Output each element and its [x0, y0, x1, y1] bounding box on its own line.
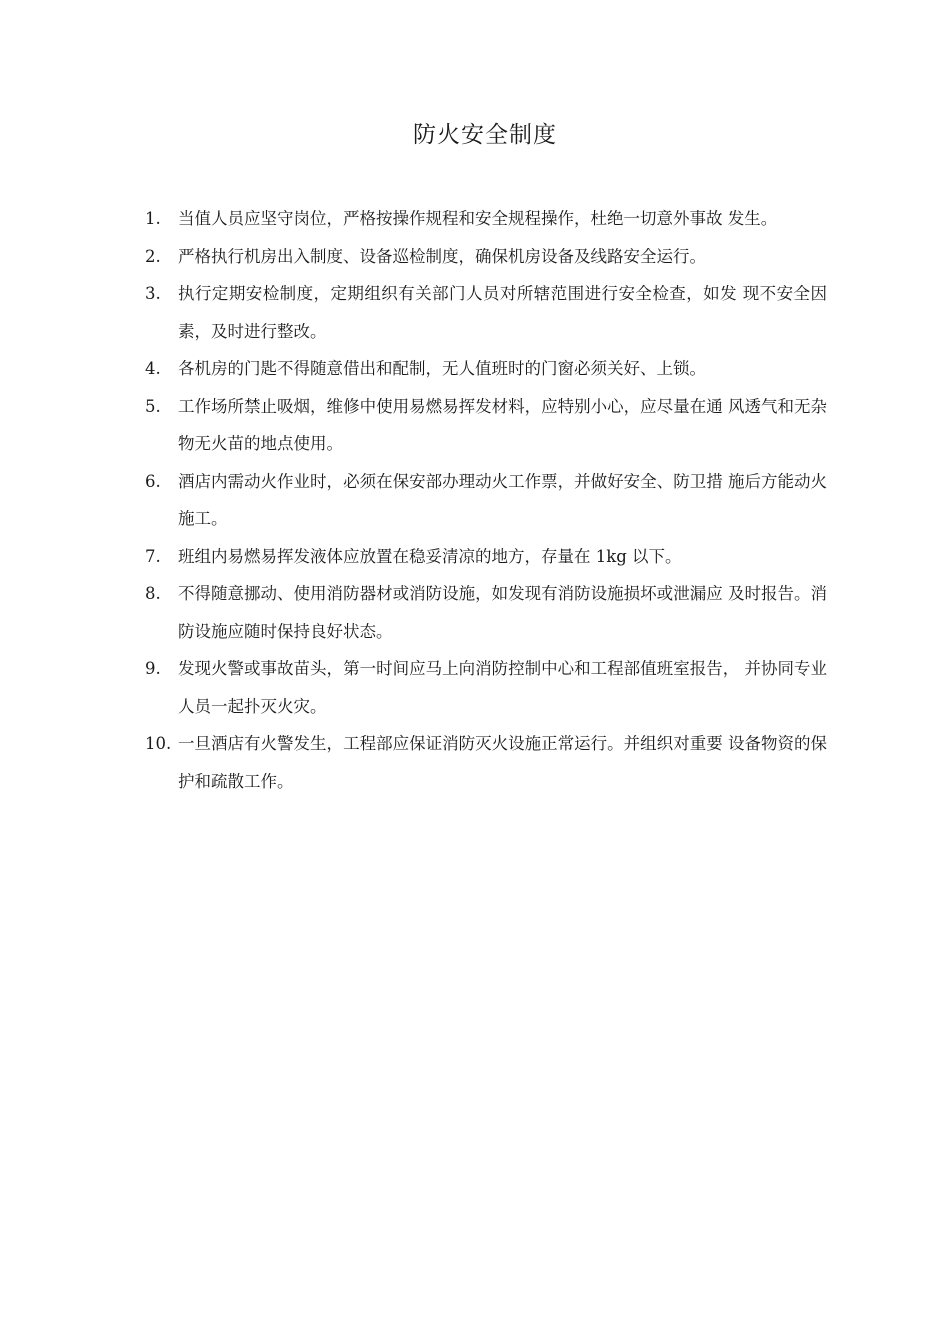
- item-number: 1.: [145, 209, 161, 228]
- item-text: 严格执行机房出入制度、设备巡检制度，确保机房设备及线路安全运行。: [178, 246, 706, 266]
- list-item: [145, 463, 827, 538]
- document-title: 防火安全制度: [413, 122, 557, 148]
- list-item: [145, 388, 827, 463]
- list-item: [145, 350, 827, 388]
- item-text: 班组内易燃易挥发液体应放置在稳妥清凉的地方，存量在 1kg 以下。: [178, 546, 682, 566]
- list-item: [145, 538, 827, 576]
- item-number: 4.: [145, 359, 161, 378]
- item-number: 5.: [145, 396, 161, 416]
- rules-list: [145, 200, 827, 800]
- item-text: 各机房的门匙不得随意借出和配制，无人值班时的门窗必须关好、上锁。: [178, 359, 706, 378]
- item-text: 当值人员应坚守岗位，严格按操作规程和安全规程操作，杜绝一切意外事故 发生。: [178, 209, 778, 228]
- item-text: 执行定期安检制度，定期组织有关部门人员对所辖范围进行安全检查，如发 现不安全因素，及时进行整改。: [178, 284, 827, 341]
- item-text: 酒店内需动火作业时，必须在保安部办理动火工作票，并做好安全、防卫措 施后方能动火施工。: [178, 471, 827, 528]
- list-item: [145, 725, 827, 800]
- list-item: [145, 275, 827, 350]
- item-text: 工作场所禁止吸烟，维修中使用易燃易挥发材料，应特别小心，应尽量在通 风透气和无杂物无火苗的地点使用。: [178, 396, 827, 453]
- list-item: [145, 575, 827, 650]
- item-text: 发现火警或事故苗头，第一时间应马上向消防控制中心和工程部值班室报告， 并协同专业人员一起扑灭火灾。: [178, 659, 827, 716]
- list-item: [145, 650, 827, 725]
- list-item: [145, 200, 827, 238]
- item-number: 6.: [145, 471, 161, 491]
- item-number: 3.: [145, 284, 161, 303]
- list-item: [145, 238, 827, 276]
- item-number: 7.: [145, 546, 161, 566]
- item-number: 10.: [145, 734, 172, 753]
- item-number: 9.: [145, 659, 161, 678]
- item-number: 2.: [145, 246, 161, 266]
- item-number: 8.: [145, 584, 161, 603]
- item-text: 不得随意挪动、使用消防器材或消防设施，如发现有消防设施损坏或泄漏应 及时报告。消防设施应随时保持良好状态。: [178, 584, 827, 641]
- item-text: 一旦酒店有火警发生，工程部应保证消防灭火设施正常运行。并组织对重要 设备物资的保护和疏散工作。: [178, 734, 827, 791]
